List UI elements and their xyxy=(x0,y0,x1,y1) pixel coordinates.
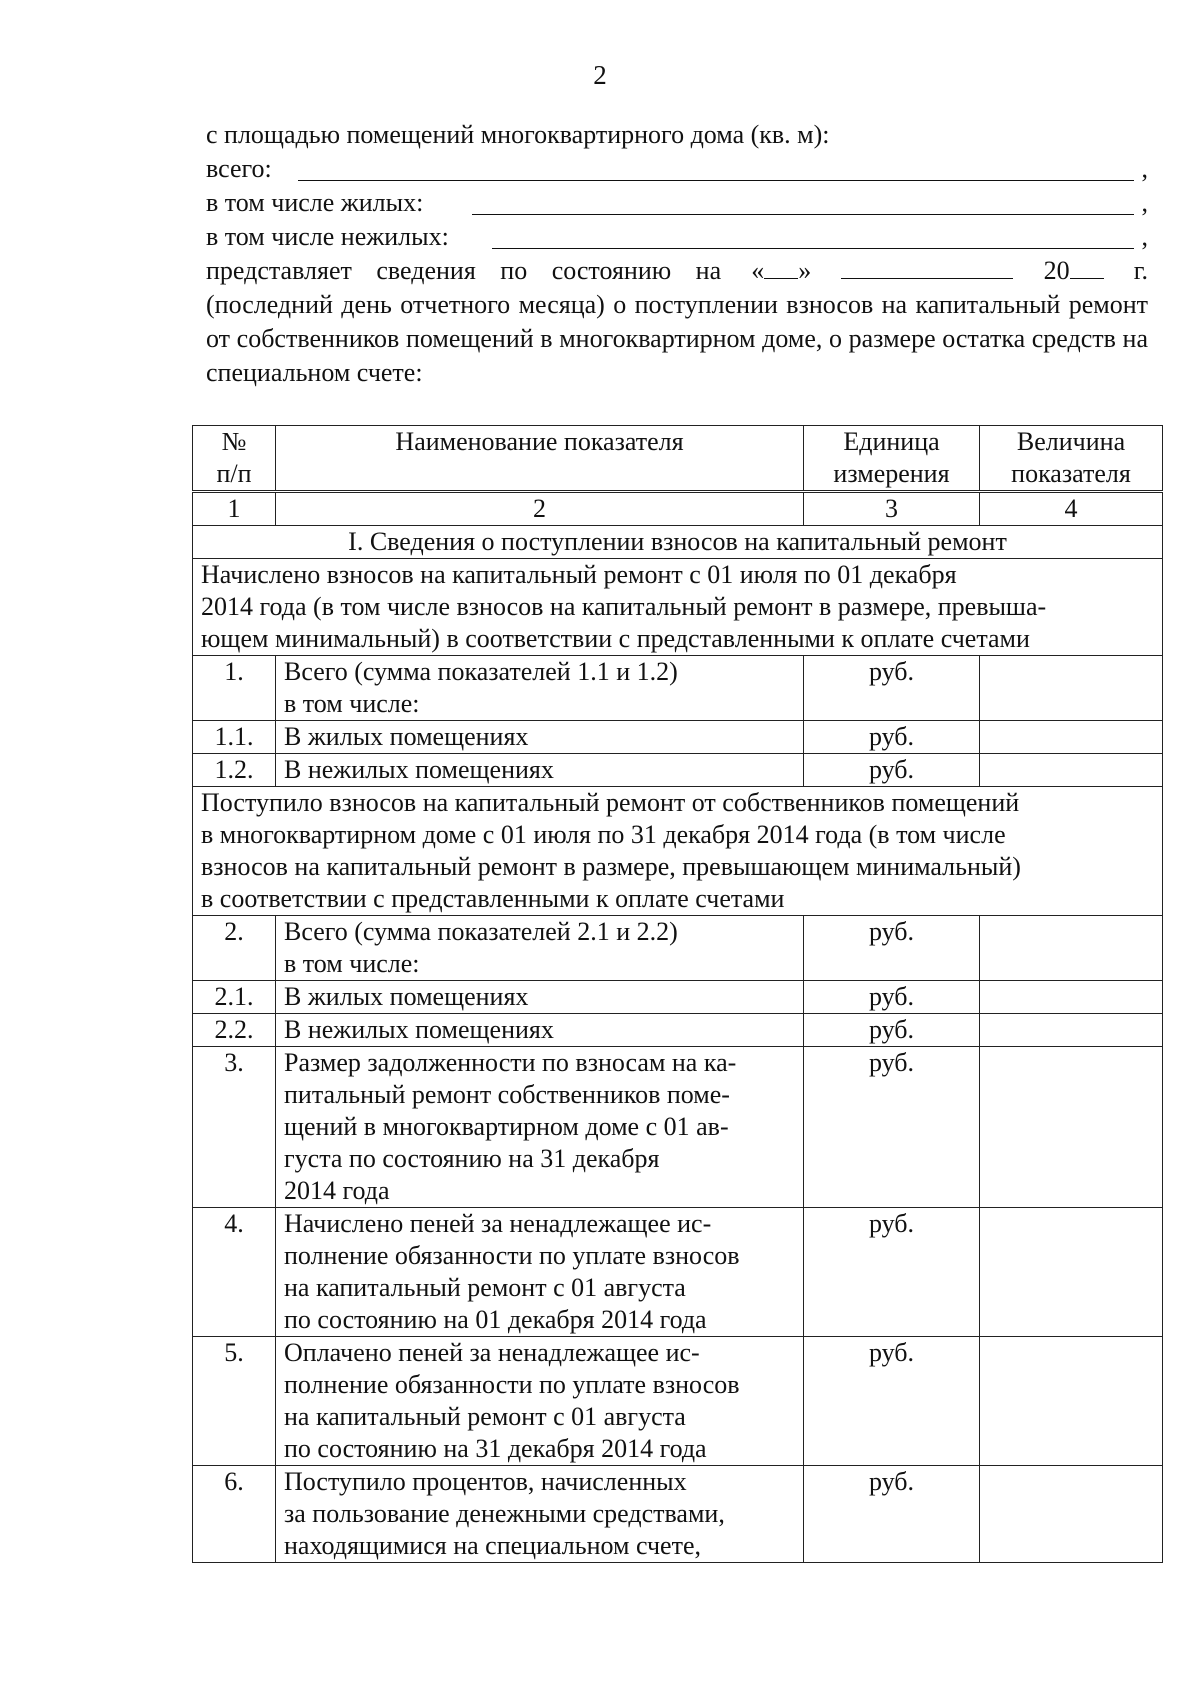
header-num-line: № xyxy=(221,427,247,456)
area-heading: с площадью помещений многоквартирного дома (кв. м): xyxy=(206,120,830,149)
comma-mark: , xyxy=(1141,154,1148,183)
section-title-row xyxy=(193,526,1163,559)
residential-area-line xyxy=(206,186,1148,220)
header-num xyxy=(193,426,276,492)
row-name-line: Оплачено пеней за ненадлежащее ис- xyxy=(284,1338,700,1367)
row-unit: руб. xyxy=(804,1014,980,1047)
header-row xyxy=(193,426,1163,492)
table-row xyxy=(193,721,1163,754)
group2-description-line: в соответствии с представленными к оплате счетами xyxy=(201,884,785,913)
row-name-line: за пользование денежными средствами, xyxy=(284,1499,725,1528)
total-area-line xyxy=(206,152,1148,186)
row-number: 1.1. xyxy=(193,721,276,754)
row-number: 1. xyxy=(193,656,276,721)
row-name-line: густа по состоянию на 31 декабря xyxy=(284,1144,660,1173)
row-unit: руб. xyxy=(804,656,980,721)
row-value-cell[interactable] xyxy=(980,916,1163,981)
report-date-line xyxy=(206,254,1148,288)
header-unit xyxy=(804,426,980,492)
row-name-line: Всего (сумма показателей 1.1 и 1.2) xyxy=(284,657,678,686)
row-number: 2.1. xyxy=(193,981,276,1014)
group1-description xyxy=(193,559,1163,656)
year-prefix: 20 xyxy=(1043,256,1070,285)
nonresidential-area-field[interactable] xyxy=(492,248,1134,249)
month-field[interactable] xyxy=(841,254,1013,279)
row-name-line: Поступило процентов, начисленных xyxy=(284,1467,687,1496)
residential-area-label: в том числе жилых: xyxy=(206,188,424,217)
residential-area-field[interactable] xyxy=(472,214,1134,215)
row-number: 1.2. xyxy=(193,754,276,787)
row-unit: руб. xyxy=(804,721,980,754)
row-unit: руб. xyxy=(804,981,980,1014)
row-number: 6. xyxy=(193,1466,276,1563)
row-value-cell[interactable] xyxy=(980,721,1163,754)
row-name xyxy=(276,1047,804,1208)
group1-description-line: ющем минимальный) в соответствии с представленными к оплате счетами xyxy=(201,624,1030,653)
row-name-line: по состоянию на 31 декабря 2014 года xyxy=(284,1434,707,1463)
group2-description xyxy=(193,787,1163,916)
intro-block xyxy=(206,118,1148,390)
header-name: Наименование показателя xyxy=(276,426,804,492)
year-group xyxy=(1044,254,1104,288)
row-name xyxy=(276,754,804,787)
row-unit: руб. xyxy=(804,754,980,787)
row-name-line: В жилых помещениях xyxy=(284,722,529,751)
row-value-cell[interactable] xyxy=(980,1047,1163,1208)
quote-open: « xyxy=(751,256,765,285)
comma-mark: , xyxy=(1141,222,1148,251)
row-name xyxy=(276,1466,804,1563)
group1-description-line: Начислено взносов на капитальный ремонт с 01 июля по 01 декабря xyxy=(201,560,957,589)
group2-description-line: в многоквартирном доме с 01 июля по 31 декабря 2014 года (в том числе xyxy=(201,820,1006,849)
header-unit-line: измерения xyxy=(833,459,950,488)
row-value-cell[interactable] xyxy=(980,656,1163,721)
row-name-line: находящимися на специальном счете, xyxy=(284,1531,701,1560)
day-group xyxy=(751,254,811,288)
row-name xyxy=(276,656,804,721)
group1-description-line: 2014 года (в том числе взносов на капитальный ремонт в размере, превыша- xyxy=(201,592,1047,621)
intro-paragraph: (последний день отчетного месяца) о поступлении взносов на капитальный ремонт от собственников помещений в многоквартирном доме, о размере остатка средств на специальном счете: xyxy=(206,290,1148,387)
report-table xyxy=(192,425,1163,1563)
row-name xyxy=(276,916,804,981)
column-number: 4 xyxy=(980,492,1163,526)
day-field[interactable] xyxy=(764,254,798,279)
header-num-line: п/п xyxy=(216,459,252,488)
row-value-cell[interactable] xyxy=(980,1466,1163,1563)
row-value-cell[interactable] xyxy=(980,981,1163,1014)
row-name xyxy=(276,1337,804,1466)
row-name-line: 2014 года xyxy=(284,1176,390,1205)
year-field[interactable] xyxy=(1070,254,1104,279)
table-row xyxy=(193,1014,1163,1047)
group2-rows xyxy=(193,916,1163,1563)
table-row xyxy=(193,981,1163,1014)
row-name-line: В нежилых помещениях xyxy=(284,755,554,784)
row-name xyxy=(276,721,804,754)
row-name-line: Всего (сумма показателей 2.1 и 2.2) xyxy=(284,917,678,946)
row-unit: руб. xyxy=(804,1208,980,1337)
row-number: 5. xyxy=(193,1337,276,1466)
row-name-line: Размер задолженности по взносам на ка- xyxy=(284,1048,737,1077)
row-value-cell[interactable] xyxy=(980,1337,1163,1466)
group2-description-line: взносов на капитальный ремонт в размере, превышающем минимальный) xyxy=(201,852,1021,881)
row-name-line: полнение обязанности по уплате взносов xyxy=(284,1370,740,1399)
row-name xyxy=(276,1208,804,1337)
row-value-cell[interactable] xyxy=(980,1208,1163,1337)
group2-description-line: Поступило взносов на капитальный ремонт от собственников помещений xyxy=(201,788,1020,817)
group1-rows xyxy=(193,656,1163,787)
row-unit: руб. xyxy=(804,1337,980,1466)
year-suffix: г. xyxy=(1133,256,1148,285)
row-value-cell[interactable] xyxy=(980,754,1163,787)
header-value-line: Величина xyxy=(1016,427,1126,456)
page-number: 2 xyxy=(593,60,607,90)
table-row xyxy=(193,1337,1163,1466)
row-name-line: на капитальный ремонт с 01 августа xyxy=(284,1402,686,1431)
date-prefix: представляет сведения по состоянию на xyxy=(206,256,722,285)
row-name-line: в том числе: xyxy=(284,689,420,718)
comma-mark: , xyxy=(1141,188,1148,217)
row-name-line: в том числе: xyxy=(284,949,420,978)
row-name-line: В жилых помещениях xyxy=(284,982,529,1011)
table-row xyxy=(193,656,1163,721)
column-number: 3 xyxy=(804,492,980,526)
row-value-cell[interactable] xyxy=(980,1014,1163,1047)
table-row xyxy=(193,1208,1163,1337)
group1-description-row xyxy=(193,559,1163,656)
header-value-line: показателя xyxy=(1011,459,1131,488)
column-number: 2 xyxy=(276,492,804,526)
row-name-line: В нежилых помещениях xyxy=(284,1015,554,1044)
header-value xyxy=(980,426,1163,492)
row-name-line: питальный ремонт собственников поме- xyxy=(284,1080,730,1109)
section-title: I. Сведения о поступлении взносов на капитальный ремонт xyxy=(193,526,1163,559)
group2-description-row xyxy=(193,787,1163,916)
table-row xyxy=(193,916,1163,981)
table-row xyxy=(193,1466,1163,1563)
header-unit-line: Единица xyxy=(843,427,940,456)
row-unit: руб. xyxy=(804,1466,980,1563)
column-number-row xyxy=(193,492,1163,526)
row-unit: руб. xyxy=(804,916,980,981)
row-name xyxy=(276,981,804,1014)
row-name-line: полнение обязанности по уплате взносов xyxy=(284,1241,740,1270)
row-name-line: по состоянию на 01 декабря 2014 года xyxy=(284,1305,707,1334)
nonresidential-area-line xyxy=(206,220,1148,254)
row-name xyxy=(276,1014,804,1047)
total-area-field[interactable] xyxy=(298,180,1134,181)
column-number: 1 xyxy=(193,492,276,526)
table-row xyxy=(193,1047,1163,1208)
row-name-line: щений в многоквартирном доме с 01 ав- xyxy=(284,1112,729,1141)
row-number: 4. xyxy=(193,1208,276,1337)
quote-close: » xyxy=(798,256,812,285)
row-unit: руб. xyxy=(804,1047,980,1208)
row-name-line: Начислено пеней за ненадлежащее ис- xyxy=(284,1209,712,1238)
nonresidential-area-label: в том числе нежилых: xyxy=(206,222,449,251)
table-row xyxy=(193,754,1163,787)
total-area-label: всего: xyxy=(206,154,272,183)
row-name-line: на капитальный ремонт с 01 августа xyxy=(284,1273,686,1302)
row-number: 3. xyxy=(193,1047,276,1208)
row-number: 2.2. xyxy=(193,1014,276,1047)
row-number: 2. xyxy=(193,916,276,981)
